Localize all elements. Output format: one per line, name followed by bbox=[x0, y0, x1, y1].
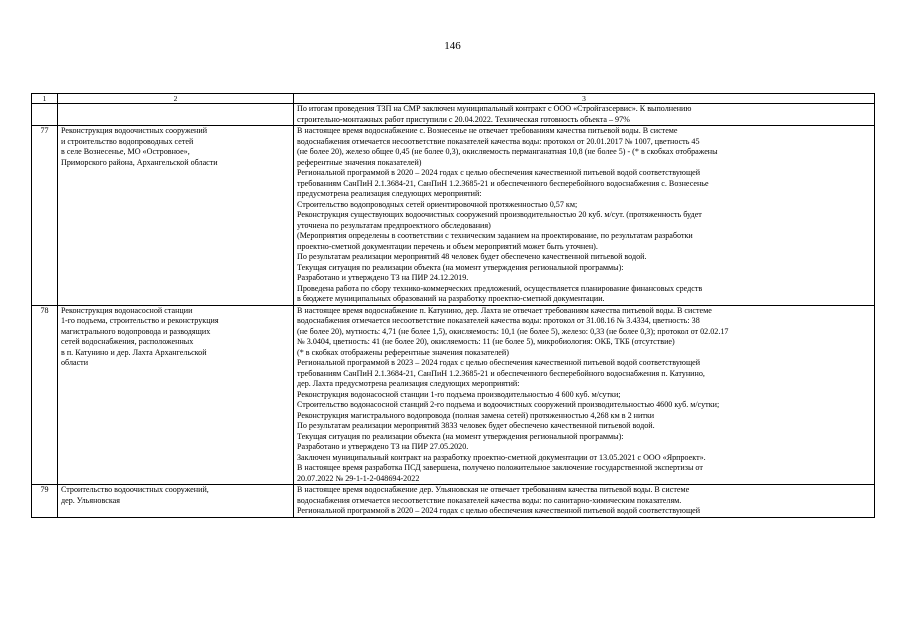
description-line: требованиям СанПиН 2.1.3684-21, СанПиН 1.2.3685-21 и обеспеченного бесперебойного водоснабжения с. Вознесенье bbox=[297, 178, 709, 188]
object-name-line: магистрального водопровода и разводящих bbox=[61, 326, 211, 336]
continuation-row bbox=[32, 104, 875, 126]
object-name-line: в п. Катунино и дер. Лахта Архангельской bbox=[61, 347, 207, 357]
row-number-cell: 79 bbox=[32, 485, 58, 518]
header-cell-1: 1 bbox=[32, 94, 58, 104]
object-name-line: Реконструкция водонасосной станции bbox=[61, 305, 193, 315]
row-number-cell: 78 bbox=[32, 305, 58, 485]
program-table bbox=[31, 93, 875, 518]
description-line: Региональной программой в 2020 – 2024 годах с целью обеспечения качественной питьевой водой соответствующей bbox=[297, 506, 701, 515]
object-name-line: Реконструкция водоочистных сооружений bbox=[61, 126, 208, 135]
description-line: требованиям СанПиН 2.1.3684-21, СанПиН 1.2.3685-21 и обеспеченного бесперебойного водоснабжения п. Катунино, bbox=[297, 368, 705, 378]
object-name-line: в селе Вознесенье, МО «Островное», bbox=[61, 147, 190, 156]
description-line: (не более 20), мутность: 4,71 (не более 1,5), окисляемость: 10,1 (не более 5), железо: 0,33 (не более 0,3); протокол от 02.02.17 bbox=[297, 326, 729, 336]
description-line: В настоящее время разработка ПСД завершена, получено положительное заключение государственной экспертизы от bbox=[297, 463, 703, 472]
description-line: Реконструкция магистрального водопровода (полная замена сетей) протяженностью 4,268 км в 2 нитки bbox=[297, 410, 655, 420]
page-number: 146 bbox=[444, 40, 461, 52]
description-line: Разработано и утверждено ТЗ на ПИР 27.05.2020. bbox=[297, 442, 469, 451]
row-number-cell: 77 bbox=[32, 126, 58, 306]
description-line: Региональной программой в 2023 – 2024 годах с целью обеспечения качественной питьевой водой соответствующей bbox=[297, 358, 701, 367]
object-name-cell bbox=[58, 305, 294, 485]
object-name-cell bbox=[58, 485, 294, 518]
description-line: В настоящее время водоснабжение с. Вознесенье не отвечает требованиям качества питьевой воды. В системе bbox=[297, 126, 678, 135]
continuation-num-cell bbox=[32, 104, 58, 126]
description-line: По результатам реализации мероприятий 48 человек будет обеспечено качественной питьевой водой. bbox=[297, 252, 647, 261]
description-line: водоснабжения отмечается несоответствие показателей качества воды: протокол от 31.08.16 № 3.4334, цветность: 38 bbox=[297, 316, 700, 325]
table-row bbox=[32, 126, 875, 306]
description-line: предусмотрена реализация следующих мероприятий: bbox=[297, 189, 482, 198]
description-line: водоснабжения отмечается несоответствие показателей качества воды: протокол от 20.01.2017 № 1007, цветность 45 bbox=[297, 136, 700, 146]
description-line: Текущая ситуация по реализации объекта (на момент утверждения региональной программы): bbox=[297, 262, 624, 272]
object-name-line: Строительство водоочистных сооружений, bbox=[61, 485, 209, 494]
continuation-line: строительно-монтажных работ приступили с 20.04.2022. Техническая готовность объекта – 97% bbox=[297, 114, 630, 124]
description-cell bbox=[294, 126, 875, 306]
description-line: Реконструкция водонасосной станции 1-го подъема производительностью 4 600 куб. м/сутки; bbox=[297, 389, 621, 399]
header-cell-3: 3 bbox=[294, 94, 875, 104]
description-cell bbox=[294, 305, 875, 485]
description-line: В настоящее время водоснабжение п. Катунино, дер. Лахта не отвечает требованиям качества питьевой воды. В системе bbox=[297, 305, 712, 315]
object-name-line: 1-го подъема, строительство и реконструкция bbox=[61, 316, 219, 325]
object-name-line: области bbox=[61, 358, 89, 367]
description-line: В настоящее время водоснабжение дер. Ульяновская не отвечает требованиям качества питьевой воды. В системе bbox=[297, 485, 690, 494]
object-name-line: и строительство водопроводных сетей bbox=[61, 136, 194, 146]
table-row bbox=[32, 485, 875, 518]
description-cell bbox=[294, 485, 875, 518]
continuation-desc-cell bbox=[294, 104, 875, 126]
description-line: Строительство водопроводных сетей ориентировочной протяженностью 0,57 км; bbox=[297, 199, 578, 209]
description-line: дер. Лахта предусмотрена реализация следующих мероприятий: bbox=[297, 379, 520, 388]
continuation-line: По итогам проведения ТЗП на СМР заключен муниципальный контракт с ООО «Стройгазсервис». К выполнению bbox=[297, 104, 692, 113]
description-line: в бюджете муниципальных образований на разработку проектно-сметной документации. bbox=[297, 294, 605, 303]
description-line: (* в скобках отображены референтные значения показателей) bbox=[297, 347, 509, 357]
description-line: Разработано и утверждено ТЗ на ПИР 24.12.2019. bbox=[297, 273, 469, 282]
description-line: 20.07.2022 № 29-1-1-2-048694-2022 bbox=[297, 473, 420, 483]
object-name-line: дер. Ульяновская bbox=[61, 495, 120, 505]
description-line: По результатам реализации мероприятий 3833 человек будет обеспечено качественной питьевой водой. bbox=[297, 421, 655, 430]
program-table-body bbox=[32, 94, 875, 518]
description-line: Строительство водонасосной станций 2-го подъема и водоочистных сооружений производительностью 4600 куб. м/сутки; bbox=[297, 400, 720, 409]
description-line: Текущая ситуация по реализации объекта (на момент утверждения региональной программы): bbox=[297, 431, 624, 441]
object-name-line: сетей водоснабжения, расположенных bbox=[61, 337, 194, 346]
continuation-name-cell bbox=[58, 104, 294, 126]
object-name-line: Приморского района, Архангельской области bbox=[61, 157, 218, 167]
description-line: (Мероприятия определены в соответствии с техническим заданием на проектирование, по результатам разработки bbox=[297, 231, 693, 240]
description-line: (не более 20), железо общее 0,45 (не более 0,3), окисляемость перманганатная 10,8 (не более 5) - (* в скобках отображены bbox=[297, 147, 718, 156]
object-name-cell bbox=[58, 126, 294, 306]
description-line: референтные значения показателей) bbox=[297, 157, 422, 167]
description-line: водоснабжения отмечается несоответствие показателей качества воды: по санитарно-химическим показателям. bbox=[297, 495, 682, 505]
header-cell-2: 2 bbox=[58, 94, 294, 104]
description-line: Заключен муниципальный контракт на разработку проектно-сметной документации от 13.05.2021 с ООО «Ярпроект». bbox=[297, 452, 706, 462]
table-header-row bbox=[32, 94, 875, 104]
description-line: № 3.0404, цветность: 41 (не более 20), окисляемость: 11 (не более 5), микробиология: ОКБ, ТКБ (отсутствие) bbox=[297, 337, 675, 346]
table-row bbox=[32, 305, 875, 485]
description-line: проектно-сметной документации перечень и объем мероприятий может быть уточнен). bbox=[297, 241, 598, 251]
description-line: уточнена по результатам предпроектного обследования) bbox=[297, 220, 491, 230]
description-line: Проведена работа по сбору технико-коммерческих предложений, осуществляется планирование финансовых средств bbox=[297, 283, 703, 293]
description-line: Региональной программой в 2020 – 2024 годах с целью обеспечения качественной питьевой водой соответствующей bbox=[297, 168, 701, 177]
description-line: Реконструкция существующих водоочистных сооружений производительностью 20 куб. м/сут. (протяженность будет bbox=[297, 210, 702, 219]
